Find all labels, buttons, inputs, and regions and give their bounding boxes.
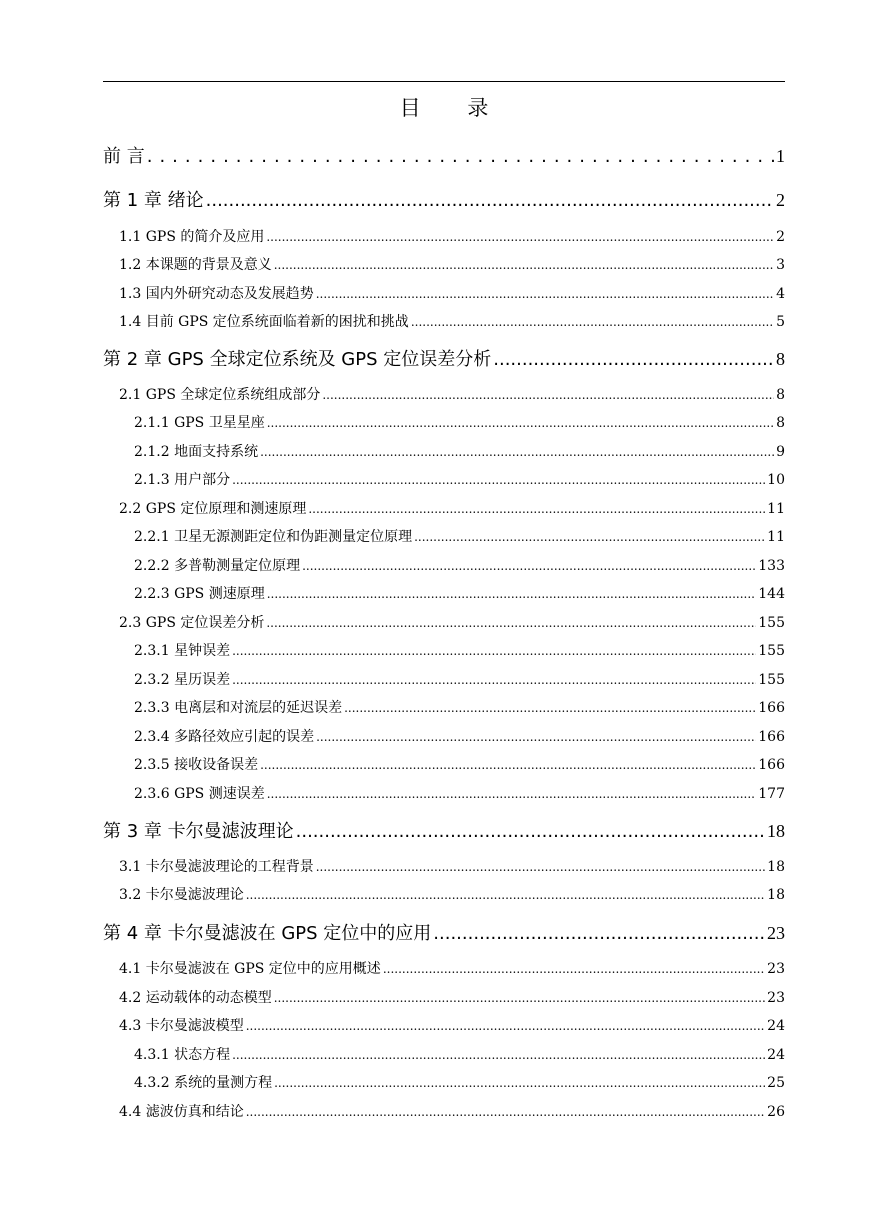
toc-subsection-entry[interactable] xyxy=(0,783,869,803)
toc-entry-label: 第 1 章 绪论 xyxy=(103,190,204,211)
toc-leader-dots xyxy=(267,587,757,601)
toc-entry-label: 2.3.5 接收设备误差 xyxy=(134,757,259,773)
toc-entry-page-number: 23 xyxy=(767,990,785,1006)
toc-entry-page-number: 166 xyxy=(758,729,785,745)
toc-leader-dots xyxy=(266,616,756,630)
toc-entry-label: 2.3.1 星钟误差 xyxy=(134,643,231,659)
toc-subsection-entry[interactable] xyxy=(0,412,869,432)
toc-subsection-entry[interactable] xyxy=(0,583,869,603)
toc-chapter-entry[interactable] xyxy=(0,186,869,212)
toc-entry-page-number: 5 xyxy=(776,314,785,330)
toc-leader-dots xyxy=(316,860,765,874)
toc-entry-label: 2.2.1 卫星无源测距定位和伪距测量定位原理 xyxy=(134,529,413,545)
toc-entry-label: 2.1.3 用户部分 xyxy=(134,472,231,488)
toc-leader-dots xyxy=(383,962,765,976)
toc-subsection-entry[interactable] xyxy=(0,1044,869,1064)
toc-leader-dots xyxy=(232,673,756,687)
toc-section-entry[interactable] xyxy=(0,384,869,404)
toc-chapter-entry[interactable] xyxy=(0,919,869,945)
toc-entry-page-number: 2 xyxy=(776,229,785,245)
toc-section-entry[interactable] xyxy=(0,1101,869,1121)
toc-chapter-entry[interactable] xyxy=(0,345,869,371)
toc-section-entry[interactable] xyxy=(0,958,869,978)
toc-entry-label: 2.2.3 GPS 测速原理 xyxy=(134,586,265,602)
toc-entry-label: 2.2.2 多普勒测量定位原理 xyxy=(134,558,301,574)
toc-entry-page-number: 155 xyxy=(758,643,785,659)
toc-entry-page-number: 8 xyxy=(776,387,785,403)
toc-entry-page-number: 26 xyxy=(767,1104,785,1120)
toc-leader-dots xyxy=(267,416,774,430)
toc-entry-label: 2.3.4 多路径效应引起的误差 xyxy=(134,729,315,745)
toc-leader-dots xyxy=(302,559,756,573)
toc-entry-label: 4.1 卡尔曼滤波在 GPS 定位中的应用概述 xyxy=(119,961,381,977)
toc-entry-label: 2.1.2 地面支持系统 xyxy=(134,444,259,460)
toc-entry-page-number: 8 xyxy=(776,349,785,369)
toc-section-entry[interactable] xyxy=(0,987,869,1007)
toc-entry-label: 2.1.1 GPS 卫星星座 xyxy=(134,415,265,431)
toc-entry-label: 1.4 目前 GPS 定位系统面临着新的困扰和挑战 xyxy=(119,314,409,330)
toc-entry-label: 4.3 卡尔曼滤波模型 xyxy=(119,1018,244,1034)
toc-entry-page-number: 10 xyxy=(767,472,785,488)
toc-leader-dots xyxy=(206,190,774,211)
toc-leader-dots xyxy=(493,349,774,370)
toc-subsection-entry[interactable] xyxy=(0,697,869,717)
toc-entry-page-number: 133 xyxy=(758,558,785,574)
toc-entry-page-number: 166 xyxy=(758,700,785,716)
toc-leader-dots xyxy=(246,1105,765,1119)
toc-leader-dots xyxy=(414,530,765,544)
toc-entry-page-number: 8 xyxy=(776,415,785,431)
toc-subsection-entry[interactable] xyxy=(0,441,869,461)
toc-leader-dots xyxy=(246,888,765,902)
toc-subsection-entry[interactable] xyxy=(0,726,869,746)
toc-entry-label: 2.3.2 星历误差 xyxy=(134,672,231,688)
toc-subsection-entry[interactable] xyxy=(0,754,869,774)
toc-leader-dots xyxy=(232,1048,765,1062)
toc-leader-dots xyxy=(322,388,774,402)
toc-entry-page-number: 155 xyxy=(758,672,785,688)
toc-entry-page-number: 18 xyxy=(767,859,785,875)
toc-section-entry[interactable] xyxy=(0,1015,869,1035)
toc-section-entry[interactable] xyxy=(0,283,869,303)
toc-leader-dots xyxy=(308,502,765,516)
toc-subsection-entry[interactable] xyxy=(0,469,869,489)
toc-entry-page-number: 23 xyxy=(767,923,785,943)
toc-section-entry[interactable] xyxy=(0,311,869,331)
toc-subsection-entry[interactable] xyxy=(0,669,869,689)
toc-section-entry[interactable] xyxy=(0,254,869,274)
toc-entry-page-number: 23 xyxy=(767,961,785,977)
toc-entry-label: 2.3 GPS 定位误差分析 xyxy=(119,615,265,631)
toc-subsection-entry[interactable] xyxy=(0,526,869,546)
toc-leader-dots xyxy=(316,730,756,744)
toc-section-entry[interactable] xyxy=(0,856,869,876)
toc-entry-page-number: 166 xyxy=(758,757,785,773)
toc-entry-page-number: 11 xyxy=(767,501,785,517)
toc-entry-label: 1.2 本课题的背景及意义 xyxy=(119,257,272,273)
toc-leader-dots xyxy=(411,315,774,329)
toc-entry-page-number: 9 xyxy=(776,444,785,460)
toc-section-entry[interactable] xyxy=(0,226,869,246)
toc-leader-dots xyxy=(274,1076,765,1090)
toc-subsection-entry[interactable] xyxy=(0,1072,869,1092)
toc-entry-page-number: 144 xyxy=(758,586,785,602)
toc-leader-dots xyxy=(260,445,774,459)
toc-leader-dots xyxy=(316,287,774,301)
toc-entry-label: 4.3.2 系统的量测方程 xyxy=(134,1075,273,1091)
toc-entry-page-number: 24 xyxy=(767,1047,785,1063)
toc-entry-page-number: 155 xyxy=(758,615,785,631)
toc-entry-label: 4.4 滤波仿真和结论 xyxy=(119,1104,244,1120)
toc-leader-dots xyxy=(274,258,774,272)
page-title: 目 录 xyxy=(399,96,509,120)
toc-entry-page-number: 25 xyxy=(767,1075,785,1091)
toc-entry-label: 3.2 卡尔曼滤波理论 xyxy=(119,887,244,903)
toc-entry-label: 1.1 GPS 的简介及应用 xyxy=(119,229,265,245)
toc-section-entry[interactable] xyxy=(0,612,869,632)
toc-leader-dots xyxy=(433,923,765,944)
toc-entry-label: 前 言 xyxy=(103,146,145,167)
toc-entry-label: 2.3.3 电离层和对流层的延迟误差 xyxy=(134,700,343,716)
toc-entry-label: 第 2 章 GPS 全球定位系统及 GPS 定位误差分析 xyxy=(103,349,492,370)
toc-entry-page-number: 1 xyxy=(776,146,785,166)
toc-leader-dots xyxy=(266,230,774,244)
toc-entry-label: 第 3 章 卡尔曼滤波理论 xyxy=(103,821,294,842)
toc-leader-dots xyxy=(246,1019,765,1033)
toc-section-entry[interactable] xyxy=(0,498,869,518)
toc-chapter-entry[interactable] xyxy=(0,142,869,168)
toc-leader-dots xyxy=(260,758,756,772)
toc-entry-page-number: 11 xyxy=(767,529,785,545)
toc-leader-dots xyxy=(147,146,774,167)
toc-entry-label: 1.3 国内外研究动态及发展趋势 xyxy=(119,286,314,302)
toc-entry-page-number: 3 xyxy=(776,257,785,273)
toc-entry-label: 2.3.6 GPS 测速误差 xyxy=(134,786,265,802)
toc-leader-dots xyxy=(274,991,765,1005)
toc-leader-dots xyxy=(267,787,757,801)
toc-entry-page-number: 18 xyxy=(767,887,785,903)
toc-entry-label: 4.2 运动载体的动态模型 xyxy=(119,990,272,1006)
toc-chapter-entry[interactable] xyxy=(0,817,869,843)
toc-entry-label: 3.1 卡尔曼滤波理论的工程背景 xyxy=(119,859,314,875)
toc-entry-page-number: 177 xyxy=(758,786,785,802)
toc-entry-page-number: 2 xyxy=(776,190,785,210)
toc-leader-dots xyxy=(296,821,765,842)
toc-section-entry[interactable] xyxy=(0,884,869,904)
toc-entry-label: 2.1 GPS 全球定位系统组成部分 xyxy=(119,387,321,403)
toc-leader-dots xyxy=(232,473,765,487)
toc-entry-page-number: 18 xyxy=(767,821,785,841)
toc-subsection-entry[interactable] xyxy=(0,555,869,575)
toc-entry-label: 2.2 GPS 定位原理和测速原理 xyxy=(119,501,307,517)
toc-entry-page-number: 24 xyxy=(767,1018,785,1034)
toc-subsection-entry[interactable] xyxy=(0,640,869,660)
toc-entry-label: 4.3.1 状态方程 xyxy=(134,1047,231,1063)
toc-entry-label: 第 4 章 卡尔曼滤波在 GPS 定位中的应用 xyxy=(103,923,432,944)
toc-leader-dots xyxy=(232,644,756,658)
header-rule xyxy=(103,81,785,82)
toc-entry-page-number: 4 xyxy=(776,286,785,302)
toc-leader-dots xyxy=(344,701,756,715)
